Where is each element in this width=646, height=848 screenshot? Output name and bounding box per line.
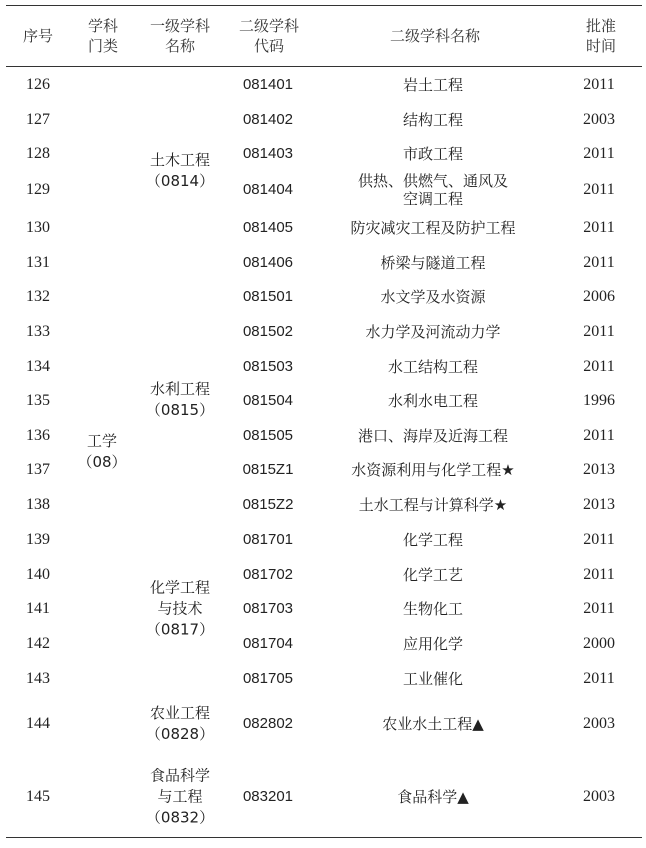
code-cell: 0815Z1 [242,461,294,478]
top-rule [6,5,642,6]
name-cell: 岩土工程 [402,76,464,94]
header-seq: 序号 [22,27,53,45]
first-level-group-line: 土木工程 [149,151,210,169]
header-first-level-line: 一级学科 [149,17,210,35]
year-cell: 2011 [583,566,615,583]
seq-cell: 142 [26,635,50,652]
year-cell: 2011 [583,145,615,162]
name-cell: 水力学及河流动力学 [365,323,501,341]
seq-cell: 126 [26,76,50,93]
first-level-group-line: （0828） [145,725,215,743]
year-cell: 2003 [583,788,615,805]
year-cell: 2011 [583,531,615,548]
code-cell: 081703 [242,600,294,617]
first-level-group [146,766,214,829]
first-level-group-line: （0815） [145,401,215,419]
name-cell: 水资源利用与化学工程★ [351,461,515,479]
first-level-group-line: 农业工程 [149,704,210,722]
name-cell: 生物化工 [402,600,464,618]
header-first-level [140,16,220,56]
code-cell: 081701 [242,531,294,548]
code-cell: 081505 [242,427,294,444]
name-cell: 应用化学 [402,635,464,653]
seq-cell: 136 [26,427,50,444]
name-cell: 水文学及水资源 [380,288,486,306]
category-cell [77,431,126,473]
year-cell: 2011 [583,670,615,687]
code-cell: 081704 [242,635,294,652]
first-level-group-line: （0832） [145,808,215,827]
code-cell: 081404 [242,181,294,198]
name-cell: 水利水电工程 [387,392,479,410]
year-cell: 2011 [583,358,615,375]
header-approval-line: 时间 [585,37,616,55]
category-name: 工学 [86,432,117,450]
year-cell: 2013 [583,496,615,513]
code-cell: 081502 [242,323,294,340]
seq-cell: 144 [26,715,50,732]
seq-cell: 145 [26,788,50,805]
year-cell: 2011 [583,254,615,271]
name-cell: 供热、供燃气、通风及空调工程 [358,172,509,208]
year-cell: 2011 [583,181,615,198]
seq-cell: 138 [26,496,50,513]
year-cell: 2006 [583,288,615,305]
bottom-rule [6,837,642,838]
code-cell: 081501 [242,288,294,305]
code-cell: 081702 [242,566,294,583]
first-level-group-line: （0814） [145,172,215,190]
first-level-group [146,703,214,745]
first-level-group-line: 与工程 [157,787,203,806]
year-cell: 2011 [583,600,615,617]
first-level-group-line: 水利工程 [149,380,210,398]
year-cell: 2011 [583,323,615,340]
first-level-group-line: 化学工程 [149,578,210,597]
header-approval-line: 批准 [585,17,616,35]
year-cell: 2011 [583,427,615,444]
header-category [73,16,133,56]
header-approval [578,16,624,56]
code-cell: 081503 [242,358,294,375]
name-cell: 市政工程 [402,145,464,163]
header-second-code [229,16,309,56]
code-cell: 081401 [242,76,294,93]
year-cell: 2003 [583,111,615,128]
name-cell: 工业催化 [402,670,464,688]
code-cell: 083201 [242,788,294,805]
code-cell: 081403 [242,145,294,162]
year-cell: 2011 [583,219,615,236]
first-level-group-line: 食品科学 [149,766,210,785]
year-cell: 2003 [583,715,615,732]
code-cell: 0815Z2 [242,496,294,513]
first-level-group-line: （0817） [145,620,215,639]
category-code: （08） [77,453,127,471]
seq-cell: 134 [26,358,50,375]
header-category-line: 学科 [87,17,118,35]
seq-cell: 137 [26,461,50,478]
code-cell: 081406 [242,254,294,271]
name-cell: 水工结构工程 [387,358,479,376]
year-cell: 2011 [583,76,615,93]
name-cell: 防灾减灾工程及防护工程 [350,219,516,237]
first-level-group [146,578,214,641]
seq-cell: 140 [26,566,50,583]
year-cell: 2000 [583,635,615,652]
seq-cell: 129 [26,181,50,198]
first-level-group-line: 与技术 [157,599,203,618]
header-rule [6,66,642,67]
first-level-group [146,150,214,192]
name-cell: 农业水土工程▲ [382,715,484,733]
seq-cell: 139 [26,531,50,548]
seq-cell: 130 [26,219,50,236]
seq-cell: 135 [26,392,50,409]
code-cell: 081504 [242,392,294,409]
code-cell: 081405 [242,219,294,236]
seq-cell: 128 [26,145,50,162]
seq-cell: 133 [26,323,50,340]
name-cell: 食品科学▲ [397,788,469,806]
seq-cell: 143 [26,670,50,687]
seq-cell: 132 [26,288,50,305]
seq-cell: 127 [26,111,50,128]
code-cell: 081402 [242,111,294,128]
seq-cell: 141 [26,600,50,617]
code-cell: 081705 [242,670,294,687]
name-cell: 化学工艺 [402,566,464,584]
year-cell: 2013 [583,461,615,478]
name-cell: 港口、海岸及近海工程 [357,427,509,445]
header-second-name: 二级学科名称 [389,27,480,45]
year-cell: 1996 [583,392,615,409]
name-cell: 结构工程 [402,111,464,129]
header-second-code-line: 二级学科 [238,17,299,35]
header-second-code-line: 代码 [253,37,284,55]
code-cell: 082802 [242,715,294,732]
name-cell: 土水工程与计算科学★ [358,496,508,514]
header-first-level-line: 名称 [164,37,195,55]
name-cell: 化学工程 [402,531,464,549]
seq-cell: 131 [26,254,50,271]
name-cell: 桥梁与隧道工程 [380,254,486,272]
header-category-line: 门类 [87,37,118,55]
first-level-group [146,379,214,421]
